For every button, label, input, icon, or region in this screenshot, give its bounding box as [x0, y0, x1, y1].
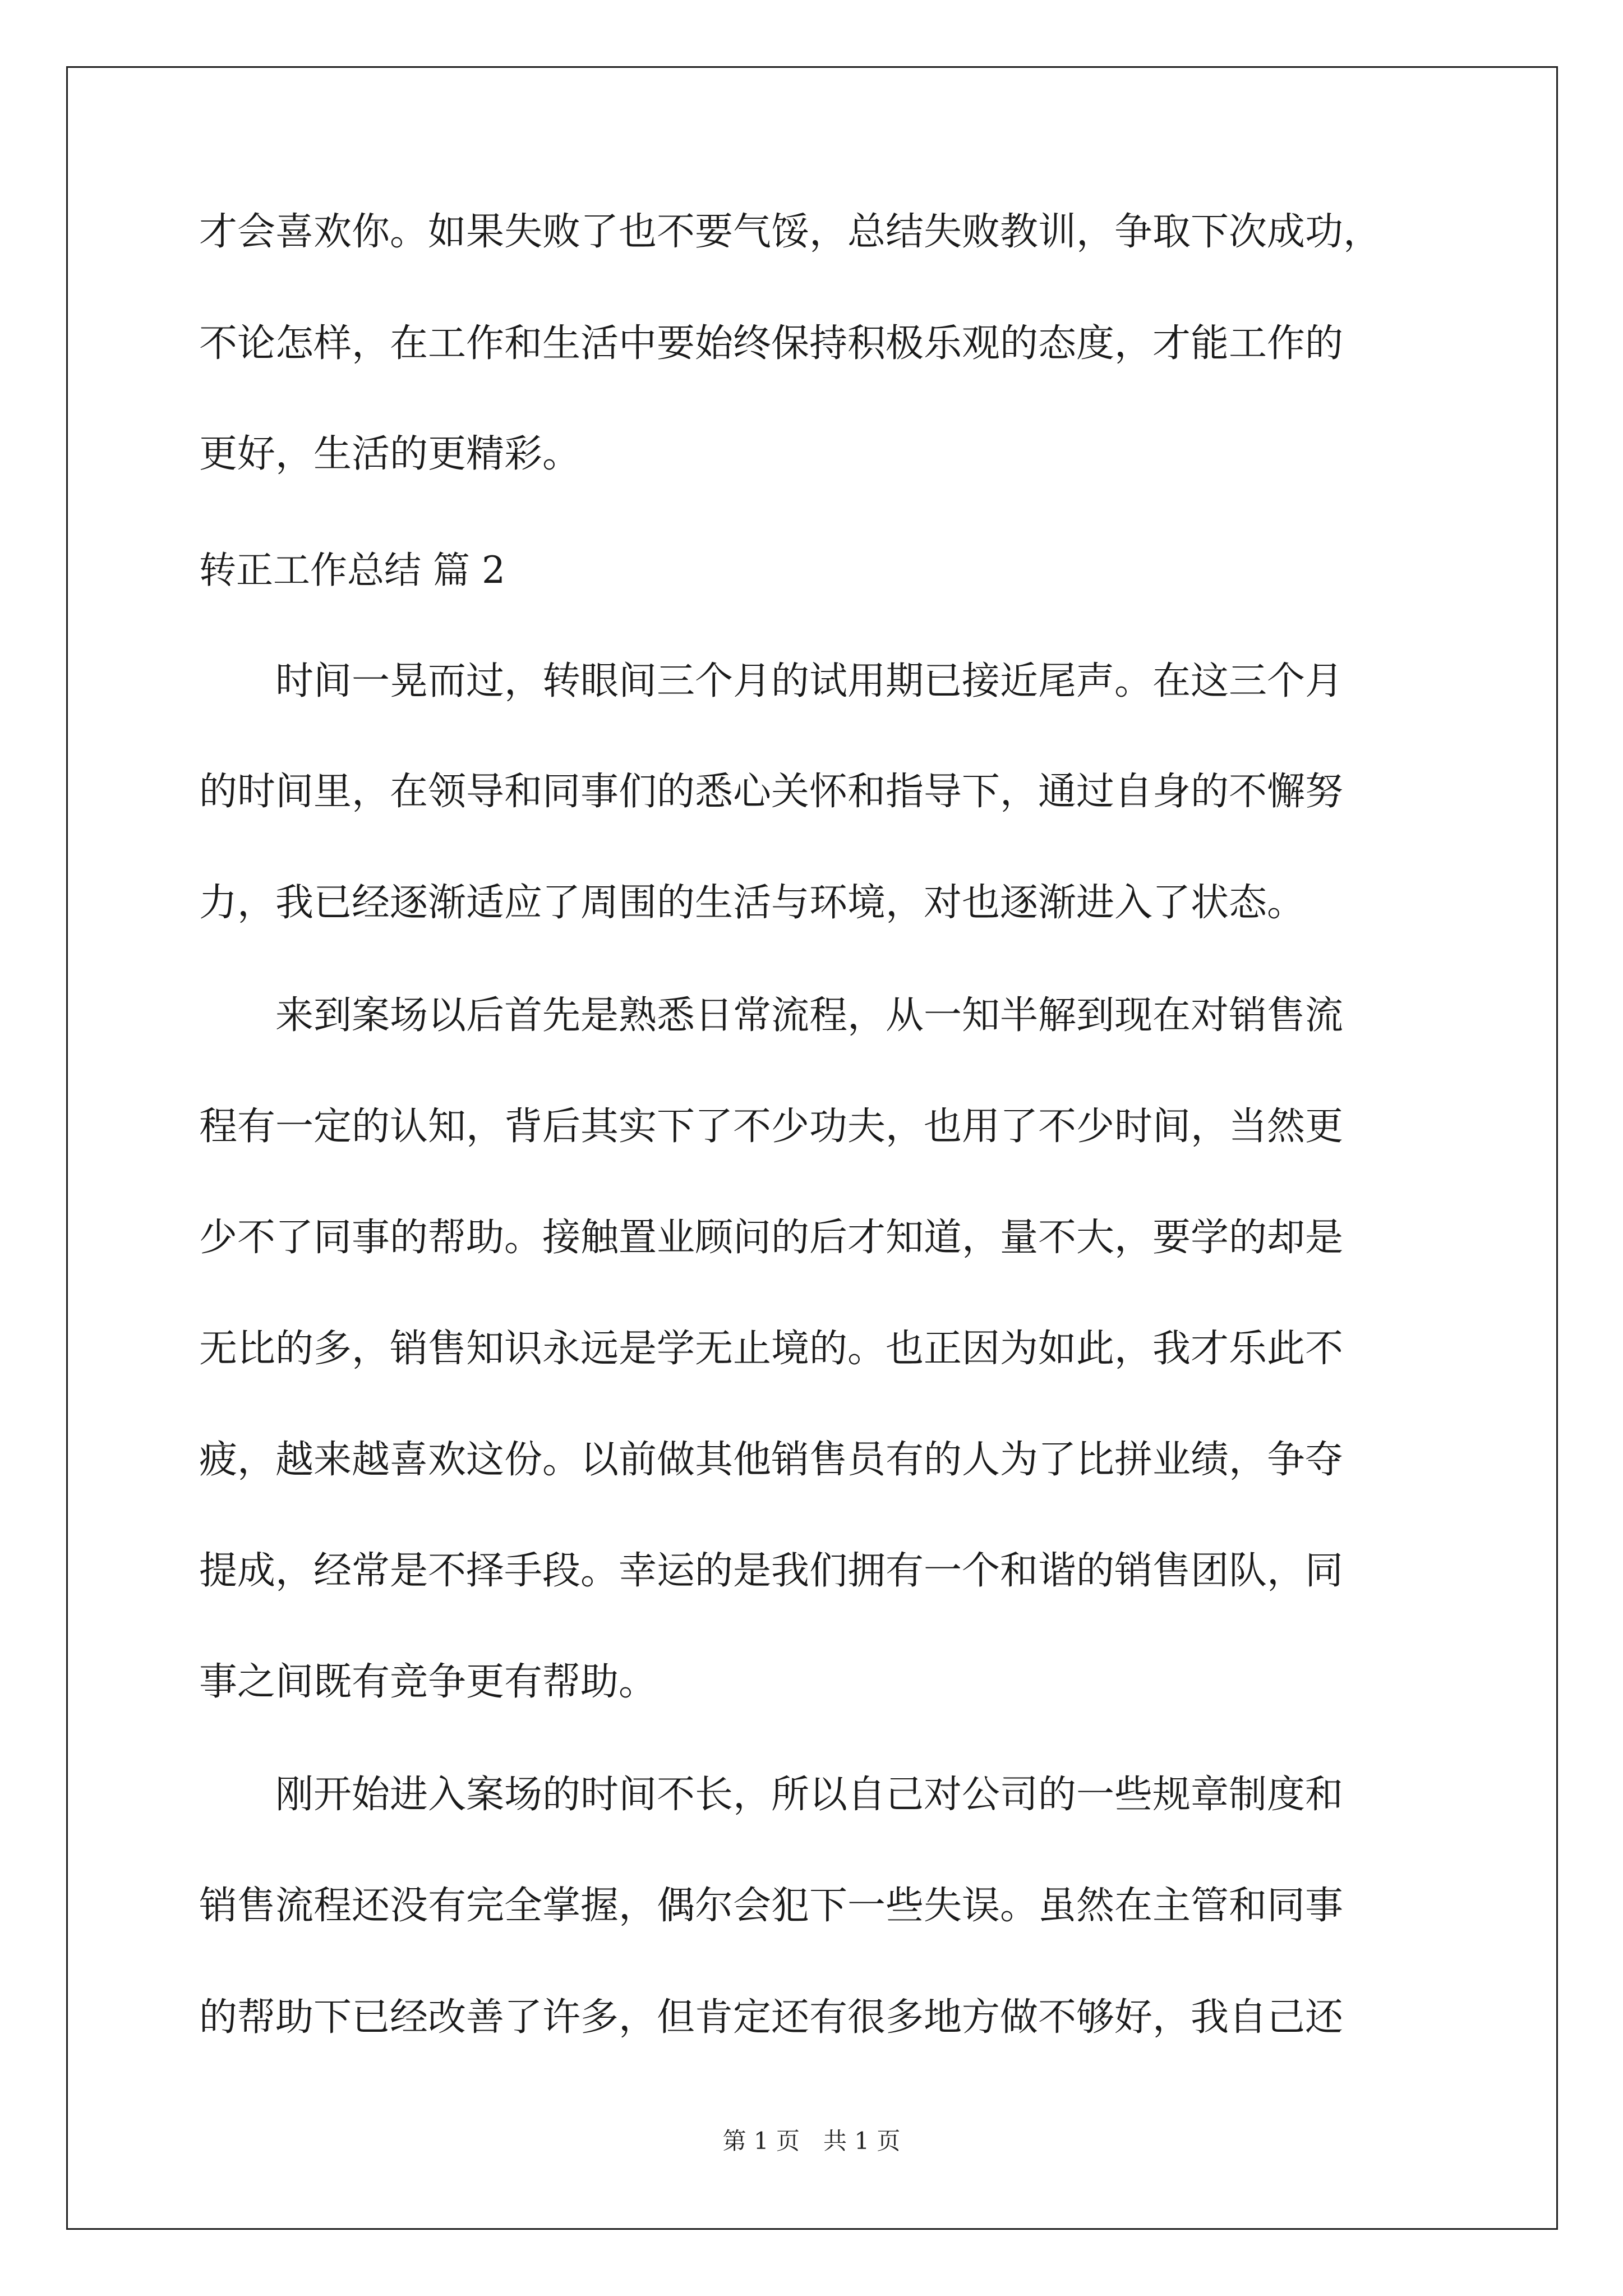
page-footer: 第 1 页 共 1 页 — [722, 2127, 901, 2155]
text-line: 提成，经常是不择手段。幸运的是我们拥有一个和谐的销售团队，同 — [199, 1549, 1344, 1593]
section-heading: 转正工作总结 篇 2 — [199, 549, 505, 592]
text-line: 事之间既有竞争更有帮助。 — [199, 1660, 657, 1704]
text-line: 疲，越来越喜欢这份。以前做其他销售员有的人为了比拼业绩，争夺 — [199, 1438, 1344, 1482]
text-line: 才会喜欢你。如果失败了也不要气馁，总结失败教训，争取下次成功， — [199, 210, 1382, 254]
text-line: 力，我已经逐渐适应了周围的生活与环境，对也逐渐进入了状态。 — [199, 881, 1306, 925]
text-line: 时间一晃而过，转眼间三个月的试用期已接近尾声。在这三个月 — [199, 659, 1344, 703]
text-line: 不论怎样，在工作和生活中要始终保持积极乐观的态度，才能工作的 — [199, 321, 1344, 366]
text-line: 的帮助下已经改善了许多，但肯定还有很多地方做不够好，我自己还 — [199, 1995, 1344, 2040]
text-line: 的时间里，在领导和同事们的悉心关怀和指导下，通过自身的不懈努 — [199, 770, 1344, 814]
text-line: 销售流程还没有完全掌握，偶尔会犯下一些失误。虽然在主管和同事 — [199, 1884, 1344, 1928]
text-line: 少不了同事的帮助。接触置业顾问的后才知道，量不大，要学的却是 — [199, 1216, 1344, 1260]
text-line: 更好，生活的更精彩。 — [199, 432, 581, 476]
text-line: 刚开始进入案场的时间不长，所以自己对公司的一些规章制度和 — [199, 1773, 1344, 1817]
text-line: 无比的多，销售知识永远是学无止境的。也正因为如此，我才乐此不 — [199, 1327, 1344, 1371]
text-line: 来到案场以后首先是熟悉日常流程，从一知半解到现在对销售流 — [199, 993, 1344, 1038]
text-line: 程有一定的认知，背后其实下了不少功夫，也用了不少时间，当然更 — [199, 1105, 1344, 1149]
